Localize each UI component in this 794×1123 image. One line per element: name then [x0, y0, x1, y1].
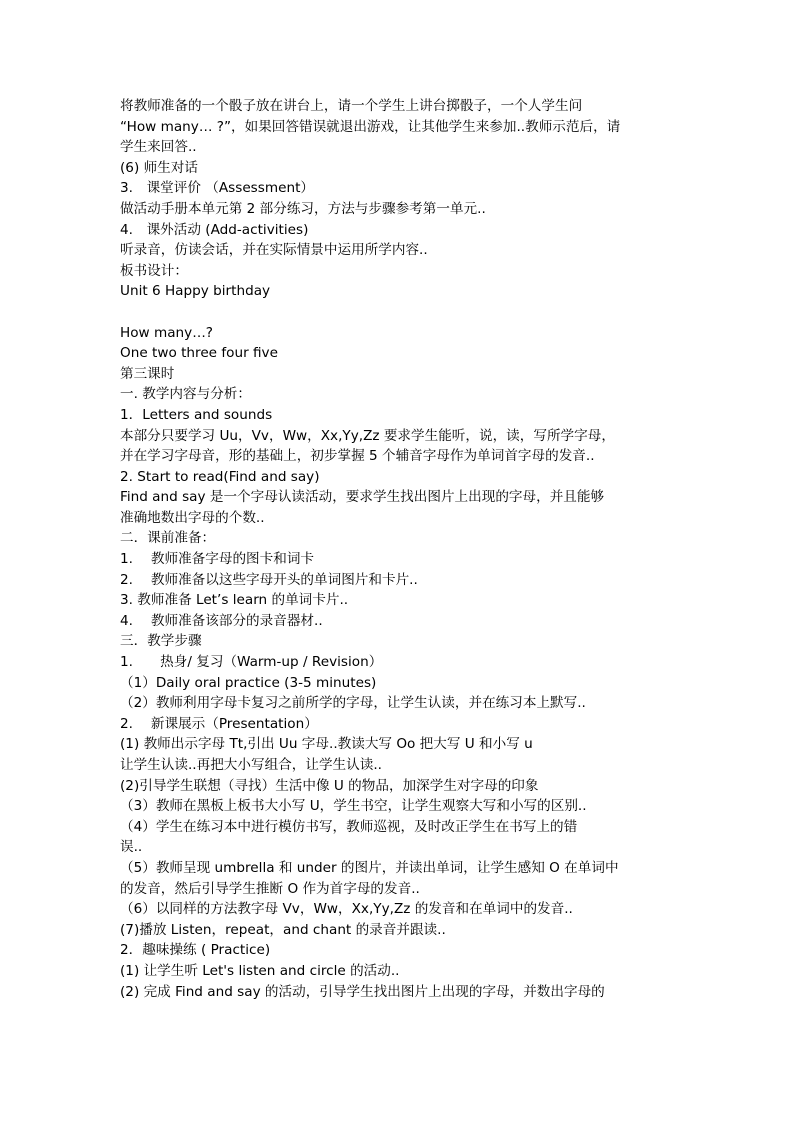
- text-line: (2)引导学生联想（寻找）生活中像 U 的物品，加深学生对字母的印象: [120, 777, 539, 794]
- text-line: “How many… ?”，如果回答错误就退出游戏，让其他学生来参加..教师示范后，请: [120, 118, 621, 135]
- text-line: （1）Daily oral practice (3-5 minutes): [120, 674, 377, 691]
- text-line: 2. Start to read(Find and say): [120, 468, 320, 485]
- text-line: 一. 教学内容与分析：: [120, 386, 251, 403]
- text-line: 二．课前准备：: [120, 530, 216, 547]
- text-line: 板书设计：: [120, 262, 188, 279]
- text-line: (2) 完成 Find and say 的活动，引导学生找出图片上出现的字母，并数出字母的: [120, 983, 605, 1000]
- text-line: 让学生认读..再把大小写组合，让学生认读..: [120, 757, 382, 773]
- text-line: （3）教师在黑板上板书大小写 U，学生书空，让学生观察大写和小写的区别..: [120, 798, 587, 815]
- text-line: （2）教师利用字母卡复习之前所学的字母，让学生认读，并在练习本上默写..: [120, 695, 586, 712]
- text-line: 听录音，仿读会话，并在实际情景中运用所学内容..: [120, 242, 428, 259]
- text-line: 1. 热身/ 复习（Warm-up / Revision）: [120, 654, 383, 671]
- text-line: 4. 教师准备该部分的录音器材..: [120, 612, 323, 629]
- text-line: 的发音，然后引导学生推断 O 作为首字母的发音..: [120, 880, 420, 897]
- text-line: How many…?: [120, 324, 214, 341]
- blank-line: [120, 302, 680, 323]
- text-line: 本部分只要学习 Uu，Vv，Ww，Xx,Yy,Zz 要求学生能听，说，读，写所学字母，: [120, 427, 615, 444]
- text-line: Find and say 是一个字母认读活动，要求学生找出图片上出现的字母，并且能够: [120, 489, 605, 506]
- text-line: （4）学生在练习本中进行模仿书写，教师巡视，及时改正学生在书写上的错: [120, 818, 578, 835]
- text-line: 误..: [120, 839, 143, 856]
- text-line: (1) 教师出示字母 Tt,引出 Uu 字母..教读大写 Oo 把大写 U 和小写 u: [120, 736, 533, 753]
- text-line: 2. 新课展示（Presentation）: [120, 715, 318, 732]
- text-line: 3. 课堂评价 （Assessment）: [120, 180, 314, 197]
- text-line: 2. 教师准备以这些字母开头的单词图片和卡片..: [120, 571, 418, 588]
- text-line: 3. 教师准备 Let’s learn 的单词卡片..: [120, 592, 349, 609]
- text-line: 做活动手册本单元第 2 部分练习，方法与步骤参考第一单元..: [120, 200, 486, 217]
- text-line: (6) 师生对话: [120, 159, 198, 176]
- text-line: 4. 课外活动 (Add-activities): [120, 221, 309, 238]
- text-line: 1．Letters and sounds: [120, 406, 273, 423]
- text-line: (1) 让学生听 Let's listen and circle 的活动..: [120, 962, 400, 979]
- document-body: [120, 96, 680, 1002]
- text-line: （5）教师呈现 umbrella 和 under 的图片，并读出单词，让学生感知 O 在单词中: [120, 859, 619, 876]
- text-line: 准确地数出字母的个数..: [120, 509, 265, 526]
- text-line: 并在学习字母音，形的基础上，初步掌握 5 个辅音字母作为单词首字母的发音..: [120, 448, 595, 465]
- text-line: Unit 6 Happy birthday: [120, 283, 271, 300]
- text-line: 学生来回答..: [120, 139, 197, 156]
- text-line: 第三课时: [120, 365, 175, 382]
- text-line: 三．教学步骤: [120, 633, 202, 650]
- text-line: 2．趣味操练 ( Practice): [120, 942, 271, 959]
- text-line: （6）以同样的方法教字母 Vv，Ww，Xx,Yy,Zz 的发音和在单词中的发音..: [120, 901, 573, 918]
- text-line: 1. 教师准备字母的图卡和词卡: [120, 551, 315, 568]
- text-line: 将教师准备的一个骰子放在讲台上，请一个学生上讲台掷骰子，一个人学生问: [120, 98, 583, 114]
- text-line: One two three four five: [120, 345, 278, 362]
- text-line: (7)播放 Listen，repeat，and chant 的录音并跟读..: [120, 921, 446, 938]
